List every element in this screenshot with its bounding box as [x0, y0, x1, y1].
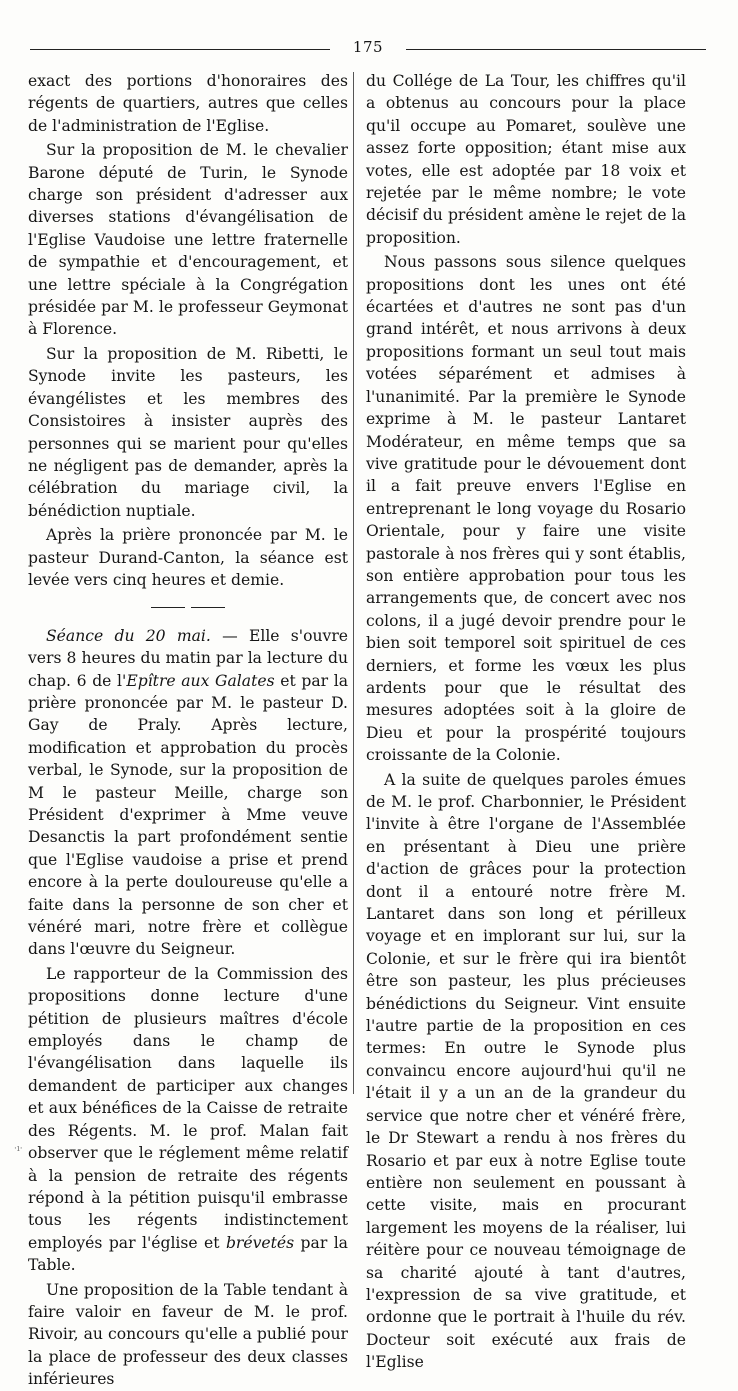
right-column [366, 70, 686, 1372]
header-rule-right [406, 49, 706, 50]
paragraph-petition-regents [28, 963, 348, 1277]
paragraph-rivoir-proposal: Une proposition de la Table tendant à faire valoir en faveur de M. le prof. Rivoir, au concours qu'elle a publié pour la place de professeur des deux classes inférieures [28, 1280, 348, 1389]
paragraph-barone-proposal: Sur la proposition de M. le chevalier Barone député de Turin, le Synode charge son président d'adresser aux diverses stations d'évangélisation de l'Eglise Vaudoise une lettre fraternelle de sympathie et d'encouragement, et une lettre spéciale à la Congrégation présidée par M. le professeur Geymonat à Florence. [28, 141, 348, 339]
paragraph-charbonnier-prayer: A la suite de quelques paroles émues de M. le prof. Charbonnier, le Président l'invite à être l'organe de l'Assemblée en présentant à Dieu une prière d'action de grâces pour la protection dont il a entouré notre frère M. Lantaret dans son long et périlleux voyage et en implorant sur lui, sur la Colonie, et sur le frère qui ira bientôt être son pasteur, les plus précieuses bénédictions du Seigneur. Vint ensuite l'autre partie de la proposition en ces termes: En outre le Synode plus convaincu encore aujourd'hui qu'il ne l'était il y a un an de la grandeur du service que notre cher et vénéré frère, le Dr Stewart a rendu à nos frères du Rosario et par eux à notre Eglise toute entière non seulement en poussant à cette visite, mais en procurant largement les moyens de la réaliser, lui réitère pour ce nouveau témoignage de sa charité ajouté à tant d'autres, l'expression de sa vive gratitude, et ordonne que le portrait à l'huile du rév. Docteur soit exécuté aux frais de l'Eglise [366, 770, 686, 1372]
paragraph-session-closing: Après la prière prononcée par M. le pasteur Durand-Canton, la séance est levée vers cinq heures et demie. [28, 526, 348, 589]
paragraph-seance-20-mai [28, 625, 348, 961]
session-text-b: et par la prière prononcée par M. le pasteur D. Gay de Praly. Après lecture, modification et approbation du procès verbal, le Synode, sur la proposition de M le pasteur Meille, charge son Président d'exprimer à Mme veuve Desanctis la part profondément sentie que l'Eglise vaudoise a prise et prend encore à la perte douloureuse qu'elle a faite dans la personne de son cher et vénéré mari, notre frère et collègue dans l'œuvre du Seigneur. [28, 671, 348, 959]
petition-text-b: par la Table. [28, 1233, 348, 1275]
header-rule-left [30, 49, 330, 50]
session-title: Séance du 20 mai. [46, 626, 211, 645]
brevetes-word: brévetés [225, 1233, 295, 1252]
paragraph-honoraires: exact des portions d'honoraires des régents de quartiers, autres que celles de l'administration de l'Eglise. [28, 72, 348, 135]
paragraph-ribetti-proposal: Sur la proposition de M. Ribetti, le Synode invite les pasteurs, les évangélistes et les membres des Consistoires à insister auprès des personnes qui se marient pour qu'elles ne négligent pas de demander, après la célébration du mariage civil, la bénédiction nuptiale. [28, 344, 348, 520]
section-separator [28, 596, 348, 618]
paragraph-college-vote: du Collége de La Tour, les chiffres qu'il a obtenus au concours pour la place qu'il occupe au Pomaret, soulève une assez forte opposition; étant mise aux votes, elle est adoptée par 18 voix et rejetée par le même nombre; le vote décisif du président amène le rejet de la proposition. [366, 72, 686, 247]
scan-mark: ·ı· [14, 1144, 23, 1154]
petition-text-a: Le rapporteur de la Commission des propositions donne lecture d'une pétition de plusieurs maîtres d'école employés dans le champ de l'évangélisation dans laquelle ils demandent de participer aux changes et aux bénéfices de la Caisse de retraite des Régents. M. le prof. Malan fait observer que le réglement même relatif à la pension de retraite des régents répond à la pétition puisqu'il embrasse tous les régents indistinctement employés par l'église et [28, 964, 348, 1252]
page-number: 175 [352, 38, 384, 56]
column-divider [353, 72, 354, 1094]
session-text-a: — Elle s'ouvre vers 8 heures du matin par la lecture du chap. 6 de l' [28, 626, 348, 690]
page-header [30, 38, 706, 62]
left-column [28, 70, 348, 1389]
epistle-title: Epître aux Galates [126, 671, 275, 690]
paragraph-lantaret-proposal: Nous passons sous silence quelques propositions dont les unes ont été écartées et d'autres ne sont pas d'un grand intérêt, et nous arrivons à deux propositions formant un seul tout mais votées séparément et admises à l'unanimité. Par la première le Synode exprime à M. le pasteur Lantaret Modérateur, en même temps que sa vive gratitude pour le dévouement dont il a fait preuve envers l'Eglise en entreprenant le long voyage du Rosario Orientale, pour y faire une visite pastorale à nos frères qui y sont établis, son entière approbation pour tous les arrangements que, de concert avec nos colons, il a jugé devoir prendre pour le bien soit temporel soit spirituel de ces derniers, et forme les vœux les plus ardents pour que le résultat des mesures adoptées soit à la gloire de Dieu et pour la prospérité toujours croissante de la Colonie. [366, 253, 686, 765]
